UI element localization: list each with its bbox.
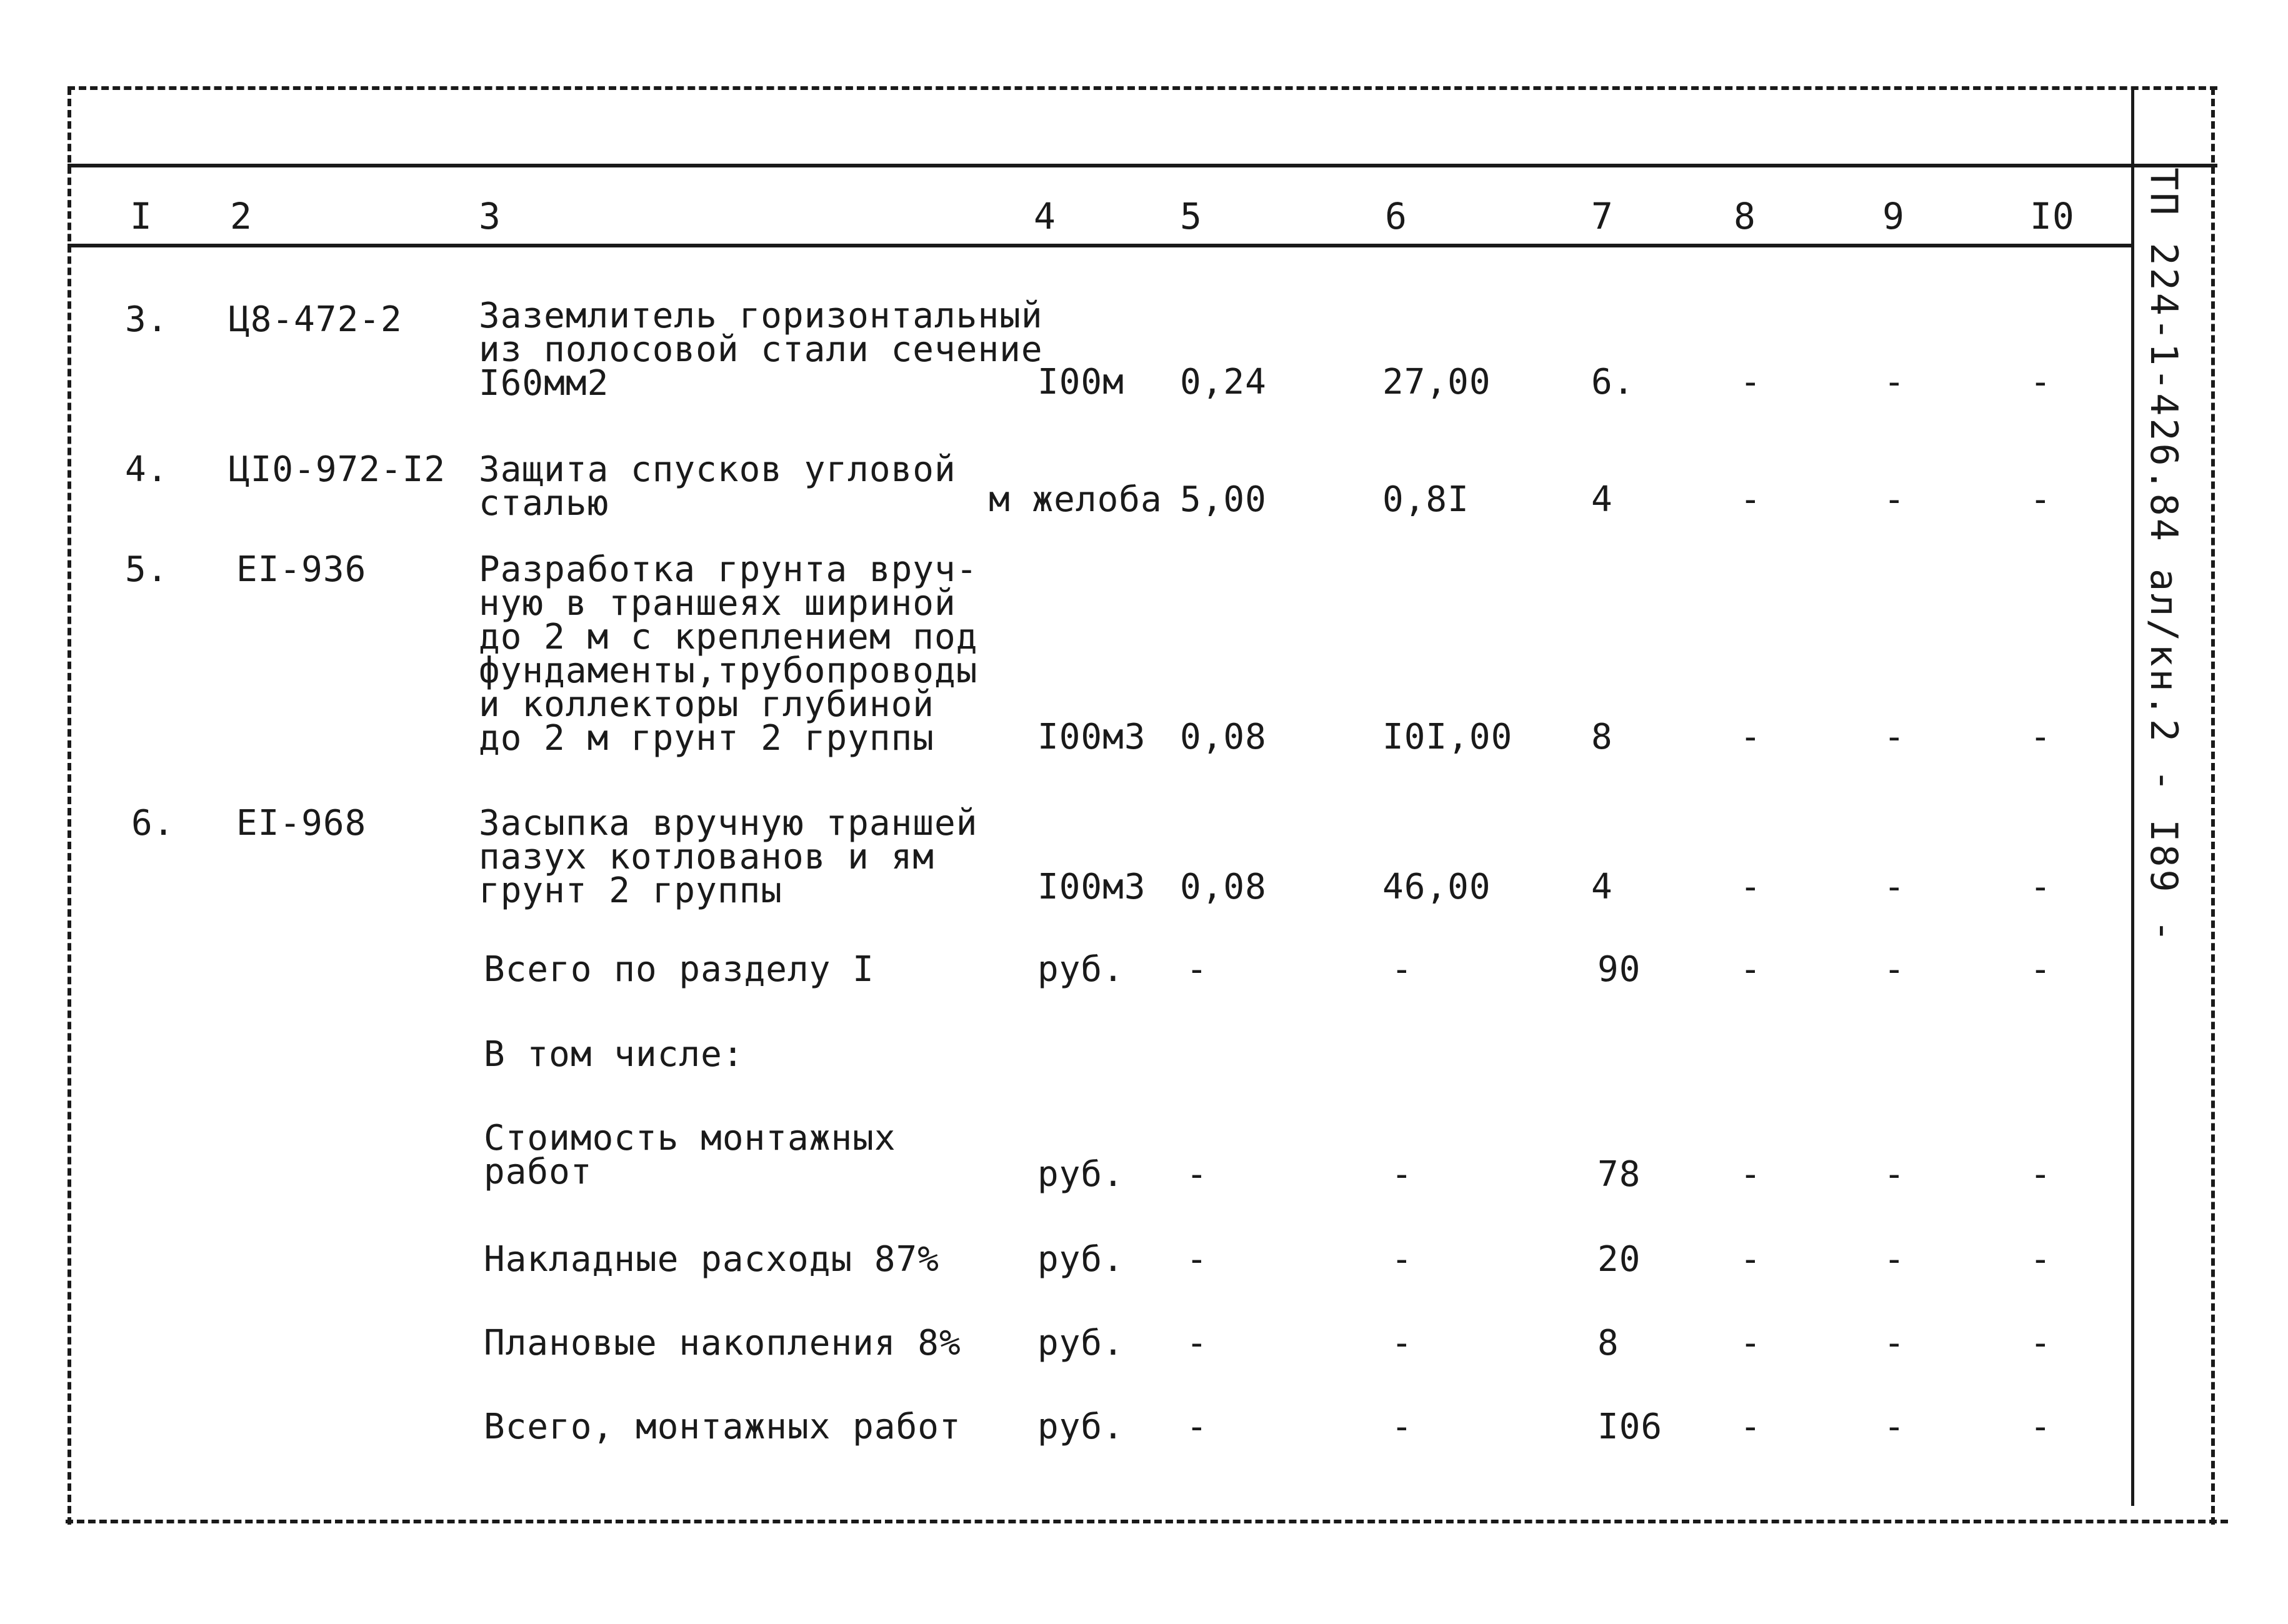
header-col-4: 4: [1034, 195, 1056, 237]
stamp-column-divider: [2131, 87, 2134, 1506]
row-number: 5.: [125, 549, 169, 590]
header-col-7: 7: [1591, 195, 1614, 237]
row-col8: -: [1740, 717, 1762, 757]
summary-total: 78: [1597, 1154, 1641, 1195]
summary-col9: -: [1884, 1407, 1906, 1447]
row-description: Засыпка вручную траншей пазух котлованов и ям грунт 2 группы: [479, 803, 978, 911]
summary-total: 8: [1597, 1323, 1619, 1363]
header-col-9: 9: [1882, 195, 1905, 237]
row-code: ЕI-968: [236, 803, 367, 844]
summary-unit: руб.: [1037, 1154, 1124, 1195]
row-col9: -: [1884, 362, 1906, 402]
row-total: 4: [1591, 479, 1613, 520]
summary-col10: -: [2030, 1323, 2052, 1363]
row-unit: I00м: [1037, 362, 1124, 402]
row-col10: -: [2030, 867, 2052, 907]
summary-col9: -: [1884, 1239, 1906, 1280]
row-number: 4.: [125, 449, 169, 490]
frame-bottom-border: [66, 1520, 2228, 1523]
frame-left-border: [67, 87, 71, 1525]
summary-price: -: [1391, 949, 1413, 990]
row-unit: м желоба: [989, 479, 1162, 520]
row-code: ЕI-936: [236, 549, 367, 590]
row-description: Заземлитель горизонтальный из полосовой стали сечение I60мм2: [479, 296, 1043, 404]
summary-price: -: [1391, 1239, 1413, 1280]
row-price: 46,00: [1382, 867, 1491, 907]
row-code: Ц8-472-2: [229, 299, 402, 340]
row-price: 0,8I: [1382, 479, 1469, 520]
summary-qty: -: [1186, 1323, 1208, 1363]
header-col-2: 2: [230, 195, 252, 237]
frame-top-border: [67, 86, 2217, 90]
header-top-rule: [67, 164, 2217, 167]
summary-label: Стоимость монтажных работ: [484, 1118, 896, 1192]
summary-label: Накладные расходы 87%: [484, 1239, 940, 1280]
row-unit: I00м3: [1037, 867, 1146, 907]
summary-including-label: В том числе:: [484, 1034, 744, 1075]
summary-col10: -: [2030, 1239, 2052, 1280]
summary-unit: руб.: [1037, 1407, 1124, 1447]
side-stamp: ТП 224-1-426.84 ал/кн.2 - I89 -: [2142, 167, 2186, 945]
summary-label: Всего, монтажных работ: [484, 1407, 961, 1447]
summary-col10: -: [2030, 1407, 2052, 1447]
header-col-6: 6: [1385, 195, 1407, 237]
row-number: 3.: [125, 299, 169, 340]
row-number: 6.: [131, 803, 175, 844]
summary-unit: руб.: [1037, 1239, 1124, 1280]
summary-total: 20: [1597, 1239, 1641, 1280]
header-bottom-rule: [67, 244, 2131, 247]
summary-qty: -: [1186, 1407, 1208, 1447]
row-col8: -: [1740, 362, 1762, 402]
summary-price: -: [1391, 1323, 1413, 1363]
summary-col8: -: [1740, 1239, 1762, 1280]
row-total: 6.: [1591, 362, 1635, 402]
summary-qty: -: [1186, 1239, 1208, 1280]
row-total: 8: [1591, 717, 1613, 757]
row-description: Защита спусков угловой сталью: [479, 449, 956, 524]
row-qty: 0,24: [1180, 362, 1267, 402]
row-qty: 5,00: [1180, 479, 1267, 520]
summary-label: Плановые накопления 8%: [484, 1323, 961, 1363]
summary-unit: руб.: [1037, 949, 1124, 990]
row-description: Разработка грунта вруч- ную в траншеях шириной до 2 м с креплением под фундаменты,трубопроводы и коллекторы глубиной до 2 м грунт 2 группы: [479, 549, 978, 759]
row-col9: -: [1884, 867, 1906, 907]
row-total: 4: [1591, 867, 1613, 907]
summary-qty: -: [1186, 1154, 1208, 1195]
row-col10: -: [2030, 479, 2052, 520]
row-qty: 0,08: [1180, 717, 1267, 757]
summary-col9: -: [1884, 949, 1906, 990]
summary-col8: -: [1740, 949, 1762, 990]
header-col-3: 3: [479, 195, 501, 237]
summary-col8: -: [1740, 1323, 1762, 1363]
row-col10: -: [2030, 362, 2052, 402]
row-col8: -: [1740, 479, 1762, 520]
summary-qty: -: [1186, 949, 1208, 990]
summary-col10: -: [2030, 949, 2052, 990]
summary-total: 90: [1597, 949, 1641, 990]
summary-total: I06: [1597, 1407, 1663, 1447]
row-col9: -: [1884, 717, 1906, 757]
summary-col9: -: [1884, 1154, 1906, 1195]
header-col-8: 8: [1734, 195, 1756, 237]
frame-right-border: [2211, 87, 2215, 1525]
row-qty: 0,08: [1180, 867, 1267, 907]
summary-col10: -: [2030, 1154, 2052, 1195]
row-price: I0I,00: [1382, 717, 1513, 757]
row-price: 27,00: [1382, 362, 1491, 402]
header-col-10: I0: [2030, 195, 2075, 237]
summary-price: -: [1391, 1154, 1413, 1195]
row-col8: -: [1740, 867, 1762, 907]
header-col-1: I: [130, 195, 152, 237]
summary-unit: руб.: [1037, 1323, 1124, 1363]
row-unit: I00м3: [1037, 717, 1146, 757]
row-code: ЦI0-972-I2: [229, 449, 446, 490]
summary-col9: -: [1884, 1323, 1906, 1363]
row-col10: -: [2030, 717, 2052, 757]
header-col-5: 5: [1180, 195, 1202, 237]
summary-label: Всего по разделу I: [484, 949, 874, 990]
summary-col8: -: [1740, 1154, 1762, 1195]
summary-col8: -: [1740, 1407, 1762, 1447]
summary-price: -: [1391, 1407, 1413, 1447]
row-col9: -: [1884, 479, 1906, 520]
